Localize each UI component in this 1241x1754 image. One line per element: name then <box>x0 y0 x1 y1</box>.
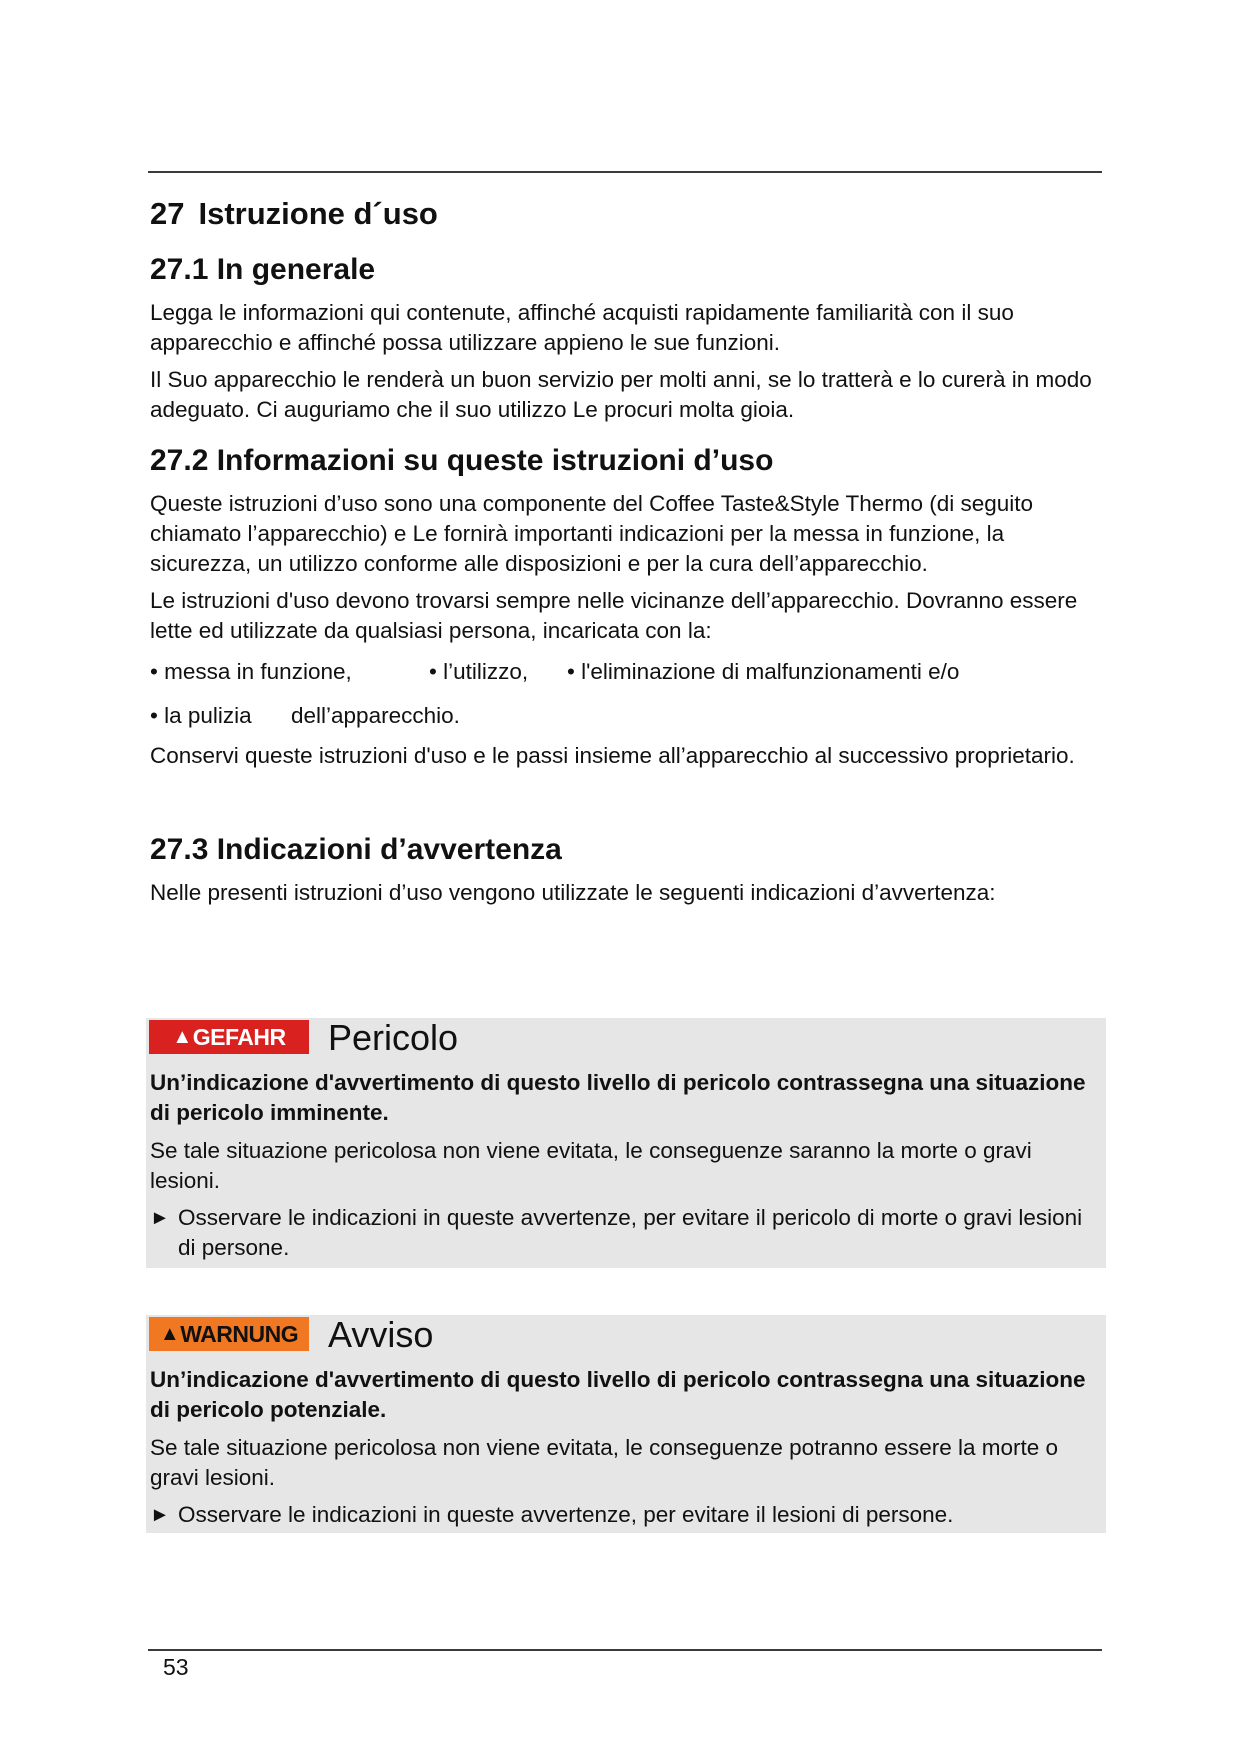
warning-triangle-icon: ▲ <box>159 1323 180 1345</box>
bullet-cleaning-object: dell’apparecchio. <box>291 703 460 728</box>
general-paragraph-1: Legga le informazioni qui contenute, affinché acquisti rapidamente familiarità con il suo apparecchio e affinché possa utilizzare appieno le sue funzioni. <box>150 300 1014 355</box>
general-paragraph-2: Il Suo apparecchio le renderà un buon servizio per molti anni, se lo tratterà e lo curerà in modo adeguato. Ci auguriamo che il suo utilizzo Le procuri molta gioia. <box>150 367 1092 422</box>
danger-action-text: Osservare le indicazioni in queste avvertenze, per evitare il pericolo di morte o gravi lesioni di persone. <box>178 1205 1083 1260</box>
about-paragraph-3: Conservi queste istruzioni d'uso e le passi insieme all’apparecchio al successivo proprietario. <box>150 743 1075 768</box>
warning-badge <box>149 1317 309 1351</box>
chapter-title: Istruzione d´uso <box>198 196 438 231</box>
danger-badge <box>149 1020 309 1054</box>
arrow-right-icon: ► <box>150 1504 170 1526</box>
arrow-right-icon: ► <box>150 1207 170 1229</box>
chapter-number: 27 <box>150 196 185 231</box>
section-heading-general: 27.1 In generale <box>150 253 376 286</box>
chapter-heading <box>150 188 1102 240</box>
warning-body <box>150 1365 1100 1530</box>
page-number: 53 <box>163 1654 189 1680</box>
warnings-intro: Nelle presenti istruzioni d’uso vengono utilizzate le seguenti indicazioni d’avvertenza: <box>150 880 996 905</box>
section-heading-warnings: 27.3 Indicazioni d’avvertenza <box>150 833 562 866</box>
danger-title: Pericolo <box>328 1017 459 1058</box>
page-content <box>150 188 1102 915</box>
bullet-troubleshooting: • l'eliminazione di malfunzionamenti e/o <box>567 659 960 684</box>
danger-lead: Un’indicazione d'avvertimento di questo livello di pericolo contrassegna una situazione di pericolo imminente. <box>150 1070 1086 1125</box>
danger-action <box>150 1203 1100 1263</box>
bullet-row-1 <box>150 653 1102 697</box>
header-rule <box>148 171 1102 173</box>
warning-box <box>146 1315 1106 1533</box>
about-paragraph-2: Le istruzioni d'uso devono trovarsi sempre nelle vicinanze dell’apparecchio. Dovranno essere lette ed utilizzate da qualsiasi persona, incaricata con la: <box>150 588 1078 643</box>
warning-title: Avviso <box>328 1314 434 1355</box>
bullet-use: • l’utilizzo, <box>429 659 529 684</box>
bullet-row-2 <box>150 697 1102 741</box>
bullet-cleaning: • la pulizia <box>150 703 252 728</box>
bullet-commissioning: • messa in funzione, <box>150 659 352 684</box>
warning-badge-label: WARNUNG <box>180 1321 299 1347</box>
section-heading-about-instructions: 27.2 Informazioni su queste istruzioni d’uso <box>150 444 774 477</box>
footer-rule <box>148 1649 1102 1651</box>
warning-triangle-icon: ▲ <box>172 1026 192 1048</box>
danger-badge-label: GEFAHR <box>192 1024 286 1050</box>
warning-lead: Un’indicazione d'avvertimento di questo livello di pericolo contrassegna una situazione di pericolo potenziale. <box>150 1367 1086 1422</box>
danger-body <box>150 1068 1100 1263</box>
danger-warning-box <box>146 1018 1106 1268</box>
about-paragraph-1: Queste istruzioni d’uso sono una componente del Coffee Taste&Style Thermo (di seguito chiamato l’apparecchio) e Le fornirà importanti indicazioni per la messa in funzione, la sicurezza, un utilizzo conforme alle disposizioni e per la cura dell’apparecchio. <box>150 491 1034 576</box>
warning-action-text: Osservare le indicazioni in queste avvertenze, per evitare il lesioni di persone. <box>178 1502 954 1527</box>
danger-text: Se tale situazione pericolosa non viene evitata, le conseguenze saranno la morte o gravi lesioni. <box>150 1138 1032 1193</box>
warning-text: Se tale situazione pericolosa non viene evitata, le conseguenze potranno essere la morte o gravi lesioni. <box>150 1435 1059 1490</box>
warning-action <box>150 1500 1100 1530</box>
